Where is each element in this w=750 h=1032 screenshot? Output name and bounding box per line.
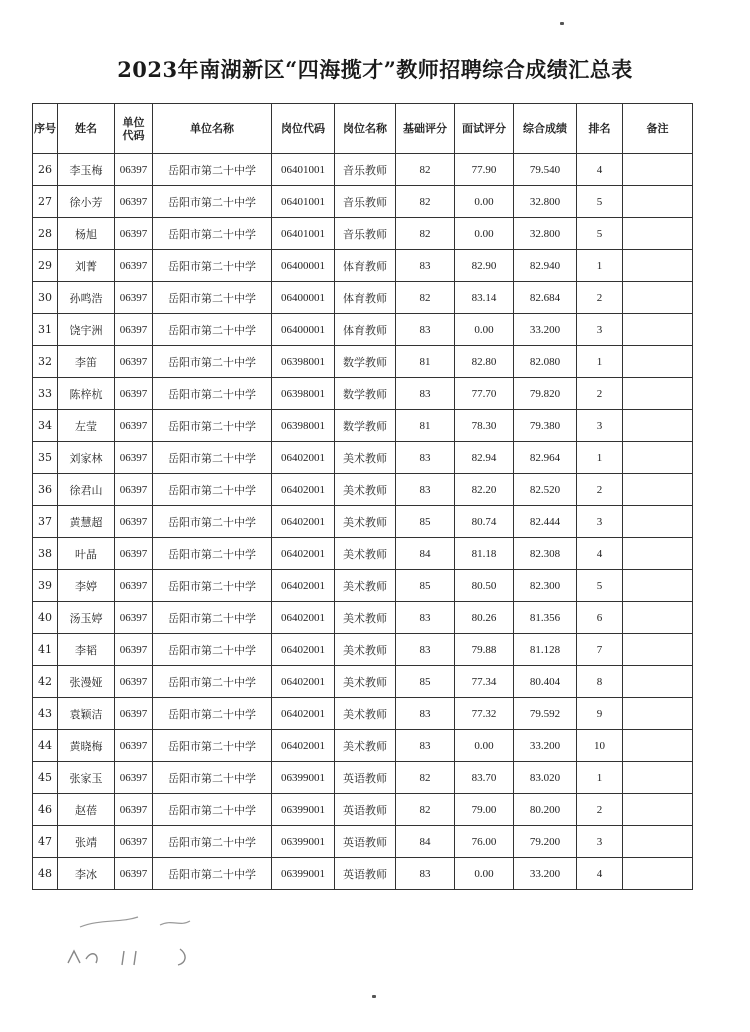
cell-total-score: 33.200 <box>514 858 577 890</box>
cell-total-score: 33.200 <box>514 314 577 346</box>
cell-name: 李冰 <box>58 858 115 890</box>
cell-no: 42 <box>33 666 58 698</box>
cell-base-score: 81 <box>396 410 455 442</box>
header-interview-score: 面试评分 <box>455 104 514 154</box>
cell-post-code: 06398001 <box>272 410 335 442</box>
cell-total-score: 82.300 <box>514 570 577 602</box>
cell-interview-score: 82.80 <box>455 346 514 378</box>
cell-interview-score: 83.14 <box>455 282 514 314</box>
cell-no: 36 <box>33 474 58 506</box>
cell-no: 31 <box>33 314 58 346</box>
cell-unit-code: 06397 <box>115 506 153 538</box>
cell-post-code: 06398001 <box>272 346 335 378</box>
cell-note <box>623 602 693 634</box>
cell-no: 34 <box>33 410 58 442</box>
cell-total-score: 79.820 <box>514 378 577 410</box>
cell-base-score: 82 <box>396 762 455 794</box>
cell-unit-code: 06397 <box>115 858 153 890</box>
handwriting-mark <box>60 905 240 975</box>
cell-unit-name: 岳阳市第二十中学 <box>153 314 272 346</box>
cell-post-name: 美术教师 <box>335 442 396 474</box>
cell-rank: 1 <box>577 250 623 282</box>
table-row <box>33 282 693 314</box>
cell-post-code: 06402001 <box>272 602 335 634</box>
table-row <box>33 826 693 858</box>
cell-post-name: 英语教师 <box>335 794 396 826</box>
cell-post-code: 06400001 <box>272 314 335 346</box>
cell-total-score: 79.200 <box>514 826 577 858</box>
cell-post-code: 06402001 <box>272 474 335 506</box>
cell-no: 46 <box>33 794 58 826</box>
header-note: 备注 <box>623 104 693 154</box>
header-total-score: 综合成绩 <box>514 104 577 154</box>
cell-unit-code: 06397 <box>115 282 153 314</box>
cell-base-score: 85 <box>396 570 455 602</box>
cell-base-score: 83 <box>396 314 455 346</box>
cell-total-score: 32.800 <box>514 186 577 218</box>
cell-post-name: 美术教师 <box>335 538 396 570</box>
table-row <box>33 314 693 346</box>
cell-interview-score: 77.32 <box>455 698 514 730</box>
cell-base-score: 82 <box>396 218 455 250</box>
cell-interview-score: 77.90 <box>455 154 514 186</box>
cell-total-score: 82.444 <box>514 506 577 538</box>
cell-post-name: 英语教师 <box>335 762 396 794</box>
cell-name: 杨旭 <box>58 218 115 250</box>
header-rank: 排名 <box>577 104 623 154</box>
cell-unit-name: 岳阳市第二十中学 <box>153 378 272 410</box>
cell-base-score: 82 <box>396 154 455 186</box>
cell-total-score: 82.520 <box>514 474 577 506</box>
cell-unit-name: 岳阳市第二十中学 <box>153 506 272 538</box>
cell-post-name: 美术教师 <box>335 474 396 506</box>
cell-no: 28 <box>33 218 58 250</box>
cell-name: 徐小芳 <box>58 186 115 218</box>
cell-no: 40 <box>33 602 58 634</box>
cell-interview-score: 77.34 <box>455 666 514 698</box>
cell-no: 38 <box>33 538 58 570</box>
cell-no: 35 <box>33 442 58 474</box>
cell-interview-score: 79.00 <box>455 794 514 826</box>
cell-rank: 5 <box>577 218 623 250</box>
cell-note <box>623 858 693 890</box>
cell-no: 30 <box>33 282 58 314</box>
cell-unit-name: 岳阳市第二十中学 <box>153 762 272 794</box>
cell-base-score: 85 <box>396 506 455 538</box>
cell-note <box>623 698 693 730</box>
cell-base-score: 83 <box>396 474 455 506</box>
cell-unit-name: 岳阳市第二十中学 <box>153 570 272 602</box>
table-row <box>33 602 693 634</box>
cell-no: 37 <box>33 506 58 538</box>
cell-base-score: 84 <box>396 826 455 858</box>
cell-total-score: 82.964 <box>514 442 577 474</box>
cell-base-score: 83 <box>396 858 455 890</box>
header-base-score: 基础评分 <box>396 104 455 154</box>
cell-unit-code: 06397 <box>115 570 153 602</box>
header-post-code: 岗位代码 <box>272 104 335 154</box>
cell-post-code: 06401001 <box>272 154 335 186</box>
cell-note <box>623 826 693 858</box>
cell-name: 李笛 <box>58 346 115 378</box>
cell-post-code: 06398001 <box>272 378 335 410</box>
cell-name: 李婷 <box>58 570 115 602</box>
cell-unit-code: 06397 <box>115 666 153 698</box>
cell-post-name: 英语教师 <box>335 826 396 858</box>
cell-note <box>623 474 693 506</box>
cell-unit-code: 06397 <box>115 378 153 410</box>
cell-interview-score: 83.70 <box>455 762 514 794</box>
cell-interview-score: 81.18 <box>455 538 514 570</box>
cell-interview-score: 0.00 <box>455 186 514 218</box>
cell-total-score: 79.540 <box>514 154 577 186</box>
cell-base-score: 85 <box>396 666 455 698</box>
cell-note <box>623 186 693 218</box>
cell-total-score: 82.080 <box>514 346 577 378</box>
cell-rank: 2 <box>577 794 623 826</box>
cell-interview-score: 77.70 <box>455 378 514 410</box>
cell-unit-code: 06397 <box>115 794 153 826</box>
cell-unit-name: 岳阳市第二十中学 <box>153 186 272 218</box>
cell-rank: 3 <box>577 410 623 442</box>
cell-note <box>623 378 693 410</box>
header-name: 姓名 <box>58 104 115 154</box>
cell-post-name: 美术教师 <box>335 602 396 634</box>
cell-base-score: 82 <box>396 282 455 314</box>
cell-interview-score: 0.00 <box>455 858 514 890</box>
cell-total-score: 79.380 <box>514 410 577 442</box>
cell-base-score: 81 <box>396 346 455 378</box>
cell-base-score: 83 <box>396 730 455 762</box>
cell-unit-name: 岳阳市第二十中学 <box>153 218 272 250</box>
cell-total-score: 82.940 <box>514 250 577 282</box>
cell-unit-code: 06397 <box>115 314 153 346</box>
cell-note <box>623 250 693 282</box>
cell-unit-name: 岳阳市第二十中学 <box>153 666 272 698</box>
cell-unit-code: 06397 <box>115 698 153 730</box>
cell-post-code: 06400001 <box>272 250 335 282</box>
cell-note <box>623 442 693 474</box>
cell-interview-score: 78.30 <box>455 410 514 442</box>
cell-note <box>623 538 693 570</box>
cell-unit-code: 06397 <box>115 538 153 570</box>
cell-name: 刘菁 <box>58 250 115 282</box>
cell-total-score: 80.404 <box>514 666 577 698</box>
cell-interview-score: 80.50 <box>455 570 514 602</box>
cell-post-name: 数学教师 <box>335 378 396 410</box>
cell-post-name: 美术教师 <box>335 570 396 602</box>
cell-total-score: 82.308 <box>514 538 577 570</box>
cell-unit-code: 06397 <box>115 250 153 282</box>
speck <box>372 995 376 998</box>
cell-post-name: 音乐教师 <box>335 186 396 218</box>
cell-no: 39 <box>33 570 58 602</box>
cell-rank: 2 <box>577 474 623 506</box>
cell-note <box>623 570 693 602</box>
cell-rank: 2 <box>577 282 623 314</box>
cell-name: 孙鸣浩 <box>58 282 115 314</box>
page-title: 2023年南湖新区“四海揽才”教师招聘综合成绩汇总表 <box>117 57 633 82</box>
cell-no: 26 <box>33 154 58 186</box>
cell-note <box>623 314 693 346</box>
table-row <box>33 538 693 570</box>
cell-unit-name: 岳阳市第二十中学 <box>153 538 272 570</box>
cell-name: 袁颖洁 <box>58 698 115 730</box>
cell-post-code: 06401001 <box>272 186 335 218</box>
cell-rank: 7 <box>577 634 623 666</box>
cell-interview-score: 80.74 <box>455 506 514 538</box>
cell-rank: 1 <box>577 442 623 474</box>
cell-name: 左莹 <box>58 410 115 442</box>
cell-note <box>623 794 693 826</box>
cell-name: 张靖 <box>58 826 115 858</box>
cell-base-score: 83 <box>396 634 455 666</box>
cell-rank: 4 <box>577 538 623 570</box>
cell-post-name: 数学教师 <box>335 410 396 442</box>
cell-base-score: 84 <box>396 538 455 570</box>
cell-base-score: 83 <box>396 378 455 410</box>
table-row <box>33 218 693 250</box>
cell-name: 陈梓杭 <box>58 378 115 410</box>
cell-unit-code: 06397 <box>115 826 153 858</box>
cell-unit-name: 岳阳市第二十中学 <box>153 442 272 474</box>
cell-no: 44 <box>33 730 58 762</box>
cell-unit-code: 06397 <box>115 602 153 634</box>
cell-interview-score: 76.00 <box>455 826 514 858</box>
cell-name: 李玉梅 <box>58 154 115 186</box>
cell-total-score: 79.592 <box>514 698 577 730</box>
cell-post-name: 美术教师 <box>335 698 396 730</box>
cell-interview-score: 82.20 <box>455 474 514 506</box>
speck <box>560 22 564 25</box>
cell-post-code: 06399001 <box>272 794 335 826</box>
cell-post-code: 06402001 <box>272 538 335 570</box>
cell-rank: 10 <box>577 730 623 762</box>
cell-name: 汤玉婷 <box>58 602 115 634</box>
cell-total-score: 81.356 <box>514 602 577 634</box>
cell-total-score: 82.684 <box>514 282 577 314</box>
cell-total-score: 32.800 <box>514 218 577 250</box>
cell-rank: 5 <box>577 570 623 602</box>
cell-post-code: 06402001 <box>272 442 335 474</box>
cell-rank: 4 <box>577 858 623 890</box>
cell-post-name: 体育教师 <box>335 250 396 282</box>
cell-rank: 3 <box>577 314 623 346</box>
cell-unit-name: 岳阳市第二十中学 <box>153 282 272 314</box>
cell-no: 47 <box>33 826 58 858</box>
cell-post-name: 音乐教师 <box>335 154 396 186</box>
cell-unit-name: 岳阳市第二十中学 <box>153 730 272 762</box>
cell-unit-code: 06397 <box>115 410 153 442</box>
table-row <box>33 250 693 282</box>
table-row <box>33 346 693 378</box>
cell-rank: 9 <box>577 698 623 730</box>
cell-unit-code: 06397 <box>115 730 153 762</box>
cell-unit-name: 岳阳市第二十中学 <box>153 698 272 730</box>
cell-post-code: 06402001 <box>272 666 335 698</box>
cell-post-code: 06401001 <box>272 218 335 250</box>
cell-post-code: 06399001 <box>272 762 335 794</box>
cell-unit-code: 06397 <box>115 634 153 666</box>
cell-total-score: 33.200 <box>514 730 577 762</box>
cell-note <box>623 218 693 250</box>
table-row <box>33 474 693 506</box>
cell-unit-name: 岳阳市第二十中学 <box>153 346 272 378</box>
table-row <box>33 698 693 730</box>
table-row <box>33 858 693 890</box>
cell-unit-code: 06397 <box>115 154 153 186</box>
table-row <box>33 410 693 442</box>
cell-rank: 1 <box>577 762 623 794</box>
cell-interview-score: 0.00 <box>455 218 514 250</box>
cell-interview-score: 80.26 <box>455 602 514 634</box>
header-unit-code: 单位代码 <box>115 104 153 154</box>
cell-post-name: 美术教师 <box>335 730 396 762</box>
cell-post-name: 美术教师 <box>335 666 396 698</box>
table-row <box>33 730 693 762</box>
scores-table <box>32 103 693 890</box>
cell-interview-score: 82.90 <box>455 250 514 282</box>
cell-unit-name: 岳阳市第二十中学 <box>153 826 272 858</box>
table-row <box>33 762 693 794</box>
cell-unit-code: 06397 <box>115 474 153 506</box>
cell-post-name: 美术教师 <box>335 634 396 666</box>
cell-interview-score: 0.00 <box>455 730 514 762</box>
cell-rank: 8 <box>577 666 623 698</box>
cell-name: 张漫娅 <box>58 666 115 698</box>
cell-rank: 6 <box>577 602 623 634</box>
cell-note <box>623 634 693 666</box>
cell-rank: 5 <box>577 186 623 218</box>
cell-total-score: 81.128 <box>514 634 577 666</box>
cell-base-score: 82 <box>396 794 455 826</box>
cell-unit-name: 岳阳市第二十中学 <box>153 634 272 666</box>
header-unit-name: 单位名称 <box>153 104 272 154</box>
cell-name: 李韬 <box>58 634 115 666</box>
cell-post-code: 06399001 <box>272 826 335 858</box>
cell-note <box>623 506 693 538</box>
cell-interview-score: 79.88 <box>455 634 514 666</box>
cell-rank: 3 <box>577 506 623 538</box>
cell-note <box>623 666 693 698</box>
cell-name: 黄晓梅 <box>58 730 115 762</box>
cell-name: 张家玉 <box>58 762 115 794</box>
cell-no: 29 <box>33 250 58 282</box>
cell-unit-name: 岳阳市第二十中学 <box>153 474 272 506</box>
cell-name: 刘家林 <box>58 442 115 474</box>
table-row <box>33 634 693 666</box>
cell-post-name: 数学教师 <box>335 346 396 378</box>
cell-no: 48 <box>33 858 58 890</box>
cell-base-score: 82 <box>396 186 455 218</box>
cell-interview-score: 82.94 <box>455 442 514 474</box>
cell-unit-name: 岳阳市第二十中学 <box>153 250 272 282</box>
table-row <box>33 154 693 186</box>
table-row <box>33 186 693 218</box>
cell-post-code: 06400001 <box>272 282 335 314</box>
cell-unit-name: 岳阳市第二十中学 <box>153 410 272 442</box>
cell-base-score: 83 <box>396 442 455 474</box>
cell-post-name: 英语教师 <box>335 858 396 890</box>
cell-name: 叶晶 <box>58 538 115 570</box>
cell-no: 43 <box>33 698 58 730</box>
cell-base-score: 83 <box>396 250 455 282</box>
cell-unit-name: 岳阳市第二十中学 <box>153 602 272 634</box>
cell-rank: 1 <box>577 346 623 378</box>
cell-unit-code: 06397 <box>115 762 153 794</box>
cell-post-name: 体育教师 <box>335 314 396 346</box>
cell-note <box>623 762 693 794</box>
cell-no: 45 <box>33 762 58 794</box>
header-no: 序号 <box>33 104 58 154</box>
cell-note <box>623 346 693 378</box>
cell-unit-name: 岳阳市第二十中学 <box>153 794 272 826</box>
cell-no: 41 <box>33 634 58 666</box>
cell-post-code: 06402001 <box>272 570 335 602</box>
cell-no: 33 <box>33 378 58 410</box>
cell-unit-code: 06397 <box>115 442 153 474</box>
header-post-name: 岗位名称 <box>335 104 396 154</box>
cell-base-score: 83 <box>396 602 455 634</box>
cell-no: 32 <box>33 346 58 378</box>
cell-note <box>623 154 693 186</box>
cell-name: 赵蓓 <box>58 794 115 826</box>
cell-post-code: 06402001 <box>272 698 335 730</box>
cell-name: 徐君山 <box>58 474 115 506</box>
cell-name: 黄慧超 <box>58 506 115 538</box>
cell-post-name: 体育教师 <box>335 282 396 314</box>
cell-base-score: 83 <box>396 698 455 730</box>
cell-interview-score: 0.00 <box>455 314 514 346</box>
cell-rank: 2 <box>577 378 623 410</box>
cell-total-score: 80.200 <box>514 794 577 826</box>
table-row <box>33 378 693 410</box>
table-header-row <box>33 104 693 154</box>
cell-rank: 4 <box>577 154 623 186</box>
cell-unit-code: 06397 <box>115 346 153 378</box>
cell-post-code: 06402001 <box>272 506 335 538</box>
cell-post-code: 06399001 <box>272 858 335 890</box>
cell-post-code: 06402001 <box>272 634 335 666</box>
cell-post-name: 美术教师 <box>335 506 396 538</box>
cell-unit-code: 06397 <box>115 218 153 250</box>
cell-total-score: 83.020 <box>514 762 577 794</box>
cell-note <box>623 410 693 442</box>
cell-unit-name: 岳阳市第二十中学 <box>153 154 272 186</box>
table-row <box>33 666 693 698</box>
cell-note <box>623 730 693 762</box>
cell-name: 饶宇洲 <box>58 314 115 346</box>
cell-unit-name: 岳阳市第二十中学 <box>153 858 272 890</box>
cell-post-name: 音乐教师 <box>335 218 396 250</box>
table-row <box>33 794 693 826</box>
cell-unit-code: 06397 <box>115 186 153 218</box>
table-row <box>33 442 693 474</box>
cell-note <box>623 282 693 314</box>
table-row <box>33 570 693 602</box>
table-row <box>33 506 693 538</box>
cell-post-code: 06402001 <box>272 730 335 762</box>
cell-no: 27 <box>33 186 58 218</box>
cell-rank: 3 <box>577 826 623 858</box>
